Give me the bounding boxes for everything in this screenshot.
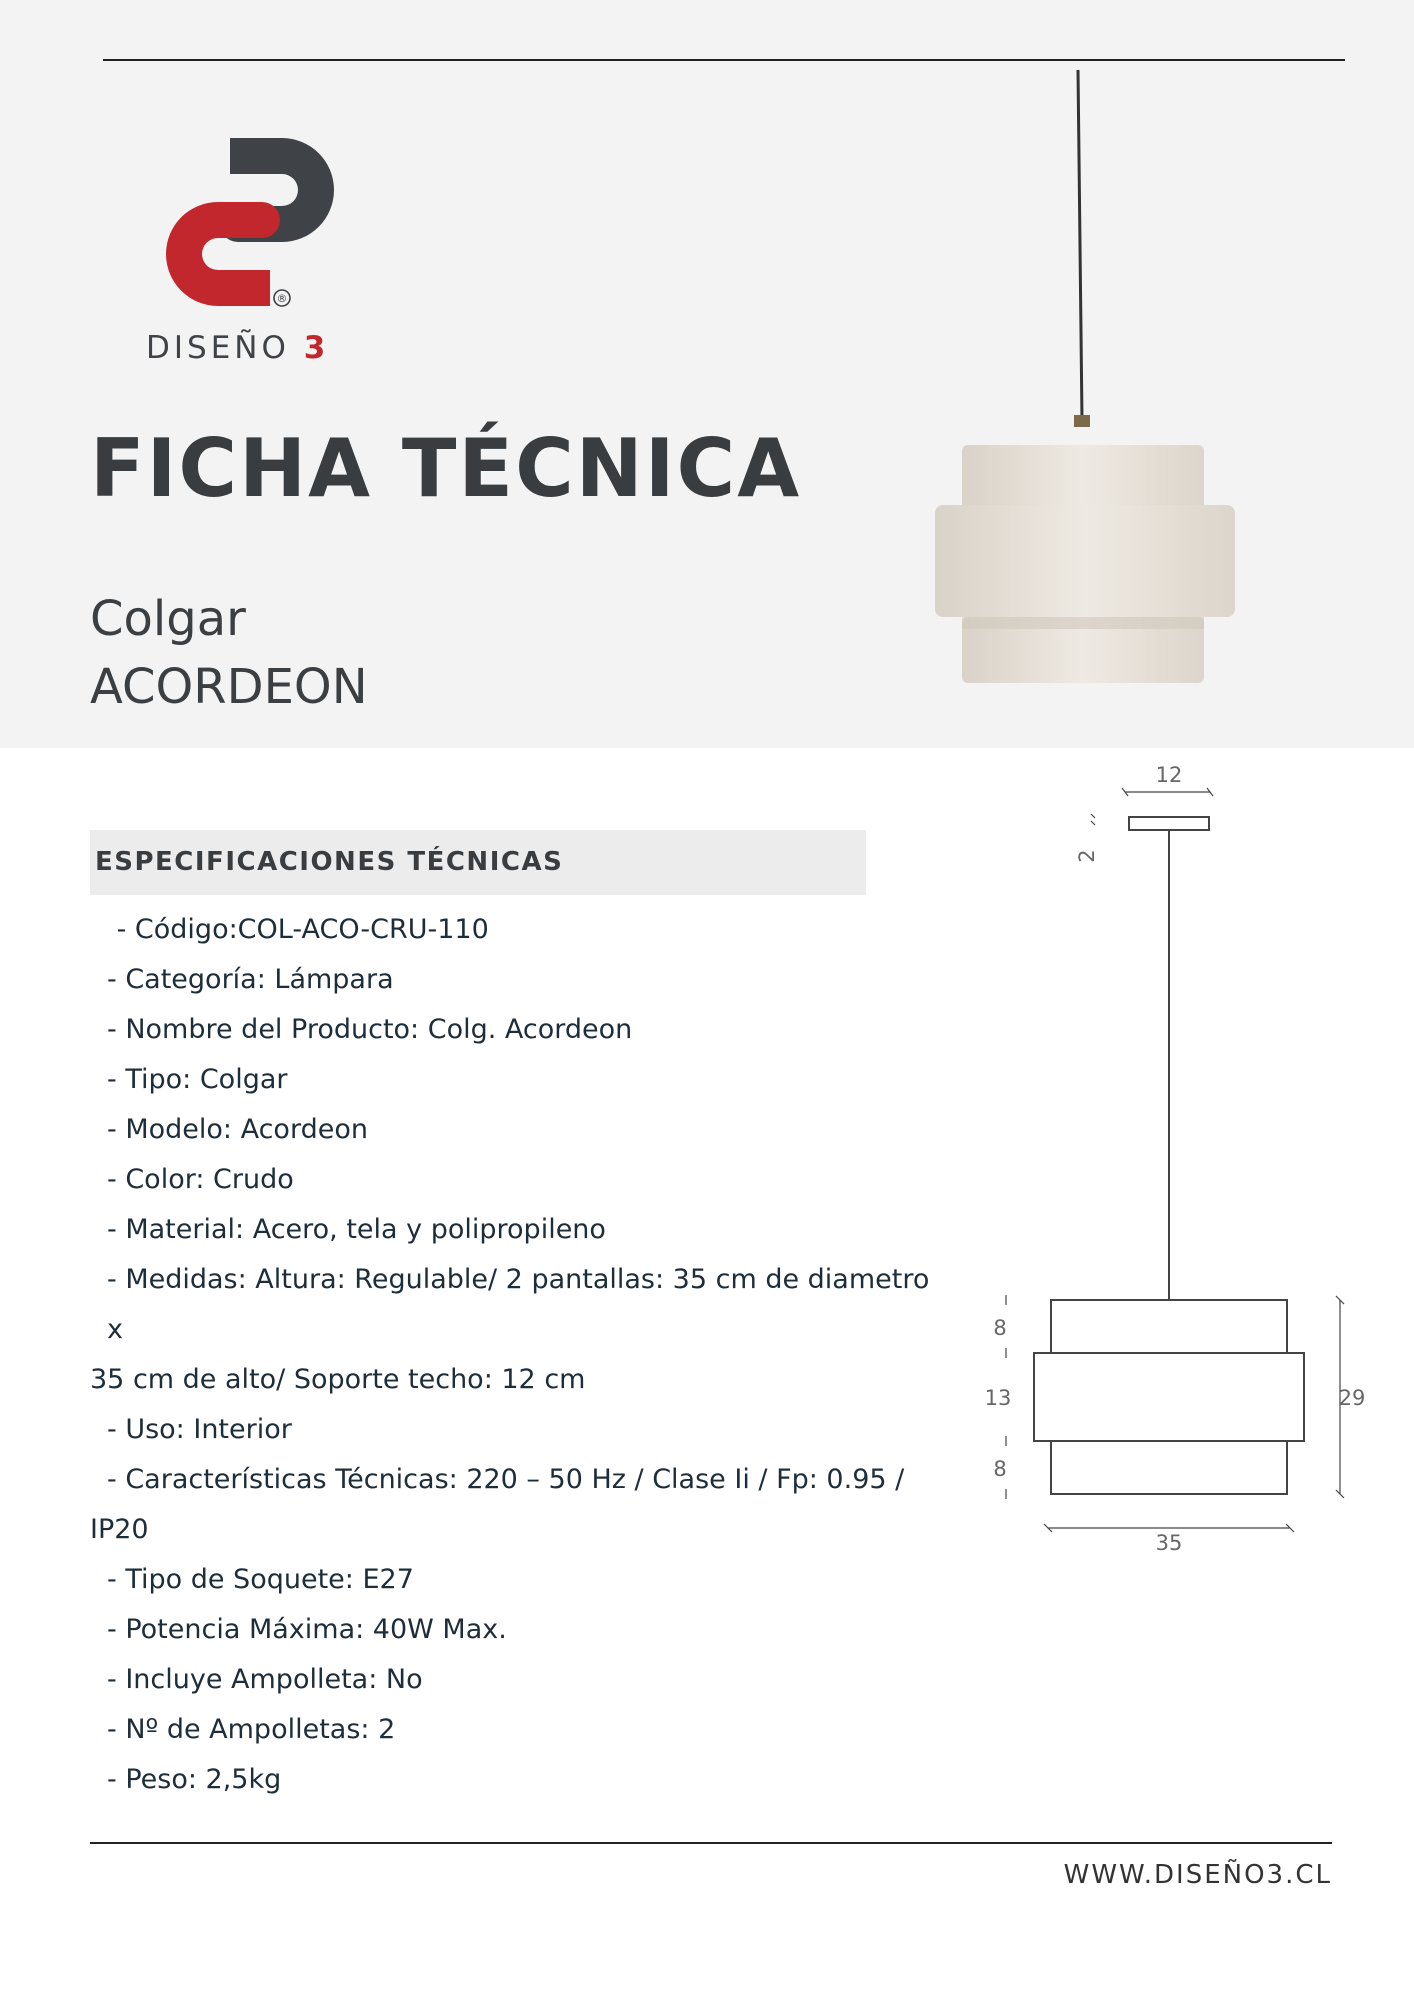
brand-name: DISEÑO <box>146 330 290 366</box>
website-link[interactable]: WWW.DISEÑO3.CL <box>1063 1860 1332 1890</box>
dimension-diagram <box>960 760 1366 1560</box>
spec-item-category: - Categoría: Lámpara <box>107 964 394 995</box>
spec-item-type: - Tipo: Colgar <box>107 1064 288 1095</box>
brand-logo-icon <box>130 130 340 340</box>
spec-item-material: - Material: Acero, tela y polipropileno <box>107 1214 606 1245</box>
dim-canopy-height: 2 <box>1075 849 1099 863</box>
subtitle-type: Colgar <box>90 591 246 647</box>
hero-section <box>0 0 1414 748</box>
brand-number: 3 <box>303 330 330 366</box>
page-title: FICHA TÉCNICA <box>90 422 802 515</box>
dim-bottom-shade: 8 <box>993 1457 1007 1481</box>
subtitle-model: ACORDEON <box>90 659 368 715</box>
dim-total-height: 29 <box>1338 1386 1366 1410</box>
specs-heading: ESPECIFICACIONES TÉCNICAS <box>95 847 564 877</box>
svg-text:®: ® <box>276 292 288 305</box>
spec-list <box>90 905 950 1805</box>
product-subtitle <box>90 585 368 721</box>
spec-item-color: - Color: Crudo <box>107 1164 294 1195</box>
spec-item-power: - Potencia Máxima: 40W Max. <box>107 1614 507 1645</box>
spec-item-name: - Nombre del Producto: Colg. Acordeon <box>107 1014 633 1045</box>
dim-canopy-width: 12 <box>1155 763 1183 787</box>
dim-middle-shade: 13 <box>984 1386 1012 1410</box>
brand-wordmark <box>146 330 329 366</box>
spec-item-model: - Modelo: Acordeon <box>107 1114 368 1145</box>
spec-item-weight: - Peso: 2,5kg <box>107 1764 282 1795</box>
dim-diameter: 35 <box>1155 1531 1183 1555</box>
spec-item-bulb-included: - Incluye Ampolleta: No <box>107 1664 423 1695</box>
spec-item-technical-cont: IP20 <box>90 1514 149 1545</box>
spec-item-bulb-count: - Nº de Ampolletas: 2 <box>107 1714 396 1745</box>
spec-item-technical: - Características Técnicas: 220 – 50 Hz / Clase Ii / Fp: 0.95 / <box>107 1464 905 1495</box>
product-photo <box>920 65 1250 705</box>
specs-heading-bar <box>90 830 866 895</box>
dim-top-shade: 8 <box>993 1316 1007 1340</box>
spec-item-measures: - Medidas: Altura: Regulable/ 2 pantallas: 35 cm de diametro x <box>107 1264 938 1345</box>
spec-item-code: - Código:COL-ACO-CRU-110 <box>108 914 489 945</box>
spec-item-use: - Uso: Interior <box>107 1414 292 1445</box>
bottom-divider <box>90 1842 1332 1844</box>
spec-item-socket: - Tipo de Soquete: E27 <box>107 1564 414 1595</box>
spec-item-measures-cont: 35 cm de alto/ Soporte techo: 12 cm <box>90 1364 586 1395</box>
top-divider <box>103 59 1345 61</box>
